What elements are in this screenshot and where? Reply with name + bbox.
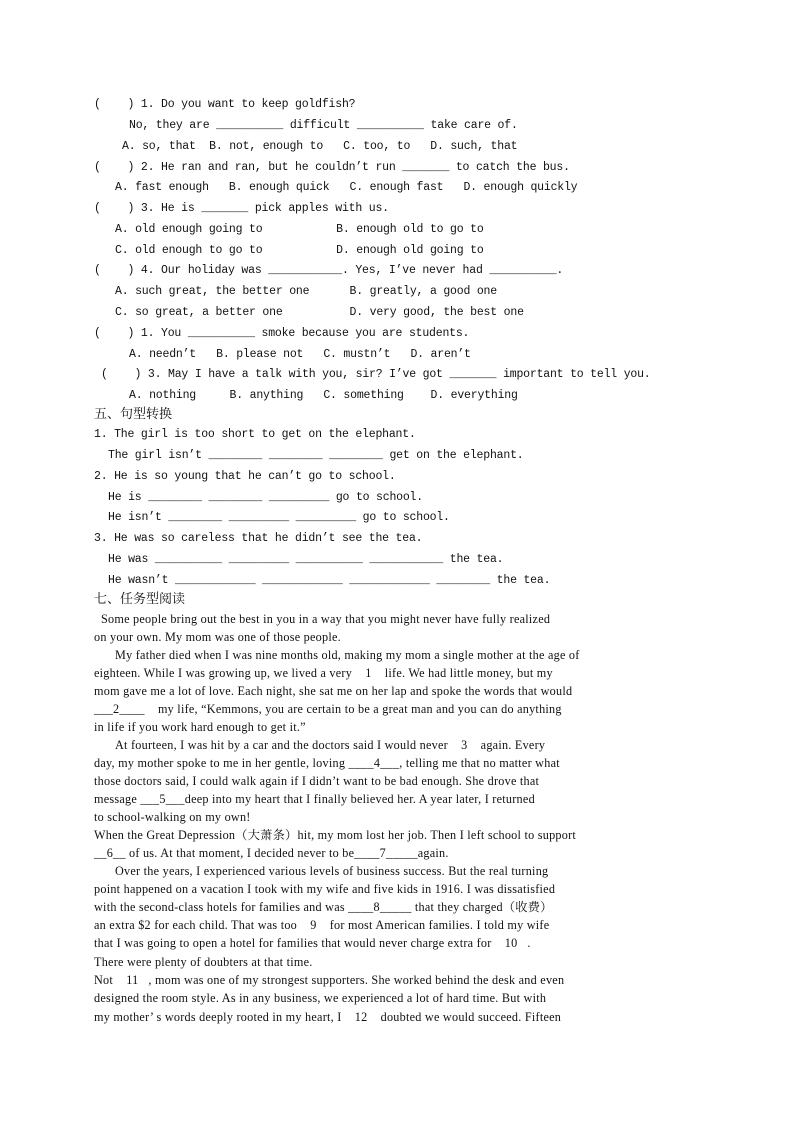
question-3-stem: ( ) 3. He is _______ pick apples with us. [94,202,389,215]
passage-line: that I was going to open a hotel for families that would never charge extra for 10 . [94,936,531,950]
passage-line: __6__ of us. At that moment, I decided never to be____7_____again. [94,846,449,860]
question-5-stem: ( ) 1. You __________ smoke because you are students. [94,327,470,340]
passage-line: There were plenty of doubters at that time. [94,955,313,969]
passage-line: day, my mother spoke to me in her gentle, loving ____4___, telling me that no matter what [94,756,560,770]
question-4-stem: ( ) 4. Our holiday was ___________. Yes, I’ve never had __________. [94,264,564,277]
question-5-options: A. needn’t B. please not C. mustn’t D. aren’t [129,348,471,361]
question-3-options-ab: A. old enough going to B. enough old to go to [115,223,484,236]
passage-line: My father died when I was nine months old, making my mom a single mother at the age of [115,648,580,662]
passage-line: When the Great Depression（大萧条）hit, my mom lost her job. Then I left school to support [94,828,577,842]
question-6-stem: ( ) 3. May I have a talk with you, sir? I’ve got _______ important to tell you. [101,368,651,381]
transform-3-original: 3. He was so careless that he didn’t see the tea. [94,532,423,545]
question-1-sentence: No, they are __________ difficult __________ take care of. [129,119,518,132]
passage-line: to school-walking on my own! [94,810,251,824]
transform-2-rewrite-b: He isn’t ________ _________ _________ go to school. [108,511,450,524]
passage-line: mom gave me a lot of love. Each night, she sat me on her lap and spoke the words that would [94,684,573,698]
passage-line: Some people bring out the best in you in a way that you might never have fully realized [101,612,551,626]
passage-line: designed the room style. As in any business, we experienced a lot of hard time. But with [94,991,547,1005]
transform-3-rewrite-b: He wasn’t ____________ ____________ ____________ ________ the tea. [108,574,551,587]
question-2-stem: ( ) 2. He ran and ran, but he couldn’t run _______ to catch the bus. [94,161,570,174]
passage-line: those doctors said, I could walk again if I didn’t want to be bad enough. She drove that [94,774,540,788]
question-1-options: A. so, that B. not, enough to C. too, to D. such, that [122,140,518,153]
question-1-stem: ( ) 1. Do you want to keep goldfish? [94,98,356,111]
transform-1-rewrite: The girl isn’t ________ ________ ________ get on the elephant. [108,449,524,462]
transform-2-rewrite-a: He is ________ ________ _________ go to school. [108,491,423,504]
question-3-options-cd: C. old enough to go to D. enough old going to [115,244,484,257]
passage-line: with the second-class hotels for families and was ____8_____ that they charged（收费） [94,900,553,914]
section-heading-transform: 五、句型转换 [94,407,173,422]
passage-line: an extra $2 for each child. That was too 9 for most American families. I told my wife [94,918,550,932]
passage-line: Over the years, I experienced various levels of business success. But the real turning [115,864,549,878]
question-2-options: A. fast enough B. enough quick C. enough fast D. enough quickly [115,181,578,194]
question-4-options-cd: C. so great, a better one D. very good, the best one [115,306,524,319]
question-4-options-ab: A. such great, the better one B. greatly, a good one [115,285,497,298]
passage-line: ___2____ my life, “Kemmons, you are certain to be a great man and you can do anything [94,702,562,716]
passage-line: on your own. My mom was one of those people. [94,630,341,644]
section-heading-reading: 七、任务型阅读 [94,592,186,607]
question-6-options: A. nothing B. anything C. something D. everything [129,389,518,402]
passage-line: message ___5___deep into my heart that I finally believed her. A year later, I returned [94,792,535,806]
passage-line: eighteen. While I was growing up, we lived a very 1 life. We had little money, but my [94,666,553,680]
passage-line: point happened on a vacation I took with my wife and five kids in 1916. I was dissatisfied [94,882,556,896]
passage-line: in life if you work hard enough to get it.” [94,720,306,734]
passage-line: my mother’ s words deeply rooted in my heart, I 12 doubted we would succeed. Fifteen [94,1010,562,1024]
transform-2-original: 2. He is so young that he can’t go to school. [94,470,396,483]
transform-3-rewrite-a: He was __________ _________ __________ ___________ the tea. [108,553,504,566]
passage-line: At fourteen, I was hit by a car and the doctors said I would never 3 again. Every [115,738,546,752]
passage-line: Not 11 , mom was one of my strongest supporters. She worked behind the desk and even [94,973,565,987]
transform-1-original: 1. The girl is too short to get on the elephant. [94,428,416,441]
